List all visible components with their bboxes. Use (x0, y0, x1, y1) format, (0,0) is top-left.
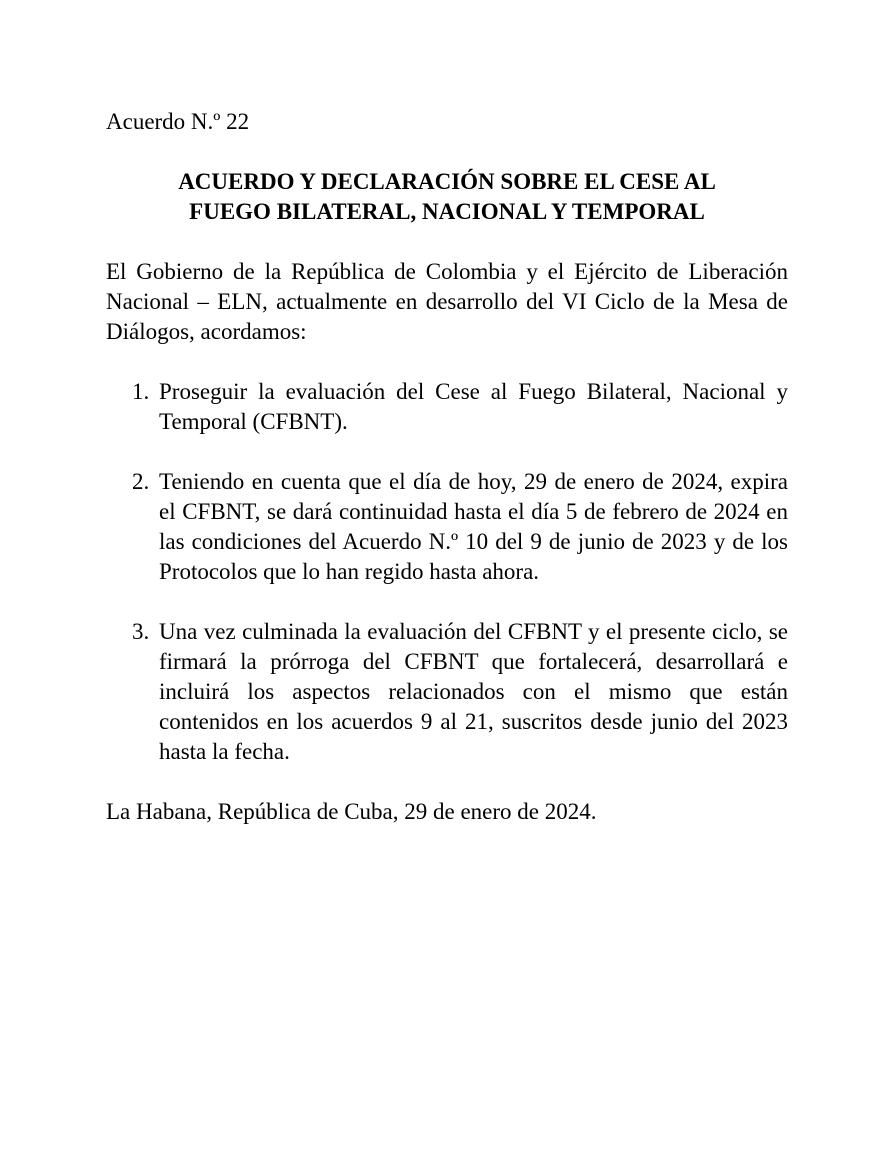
title-line-1: ACUERDO Y DECLARACIÓN SOBRE EL CESE AL (178, 169, 716, 194)
list-item (106, 617, 788, 767)
list-item (106, 467, 788, 587)
agreement-list (106, 377, 788, 767)
intro-paragraph: El Gobierno de la República de Colombia y el Ejército de Liberación Nacional – ELN, actualmente en desarrollo del VI Ciclo de la Mesa de Diálogos, acordamos: (106, 259, 788, 344)
document-body (106, 107, 788, 827)
list-item-text: Proseguir la evaluación del Cese al Fuego Bilateral, Nacional y Temporal (CFBNT). (159, 379, 788, 434)
list-item-number: 1. (132, 379, 150, 404)
title-line-2: FUEGO BILATERAL, NACIONAL Y TEMPORAL (189, 199, 705, 224)
closing-place-date: La Habana, República de Cuba, 29 de enero de 2024. (106, 799, 597, 824)
agreement-number: Acuerdo N.º 22 (106, 109, 250, 134)
list-item-number: 2. (132, 469, 150, 494)
list-item (106, 377, 788, 437)
list-item-text: Teniendo en cuenta que el día de hoy, 29 de enero de 2024, expira el CFBNT, se dará continuidad hasta el día 5 de febrero de 2024 en las condiciones del Acuerdo N.º 10 del 9 de junio de 2023 y de los Protocolos que lo han regido hasta ahora. (159, 469, 788, 584)
document-title (106, 167, 788, 227)
list-item-number: 3. (132, 619, 150, 644)
list-item-text: Una vez culminada la evaluación del CFBNT y el presente ciclo, se firmará la prórroga del CFBNT que fortalecerá, desarrollará e incluirá los aspectos relacionados con el mismo que están contenidos en los acuerdos 9 al 21, suscritos desde junio del 2023 hasta la fecha. (159, 619, 788, 764)
